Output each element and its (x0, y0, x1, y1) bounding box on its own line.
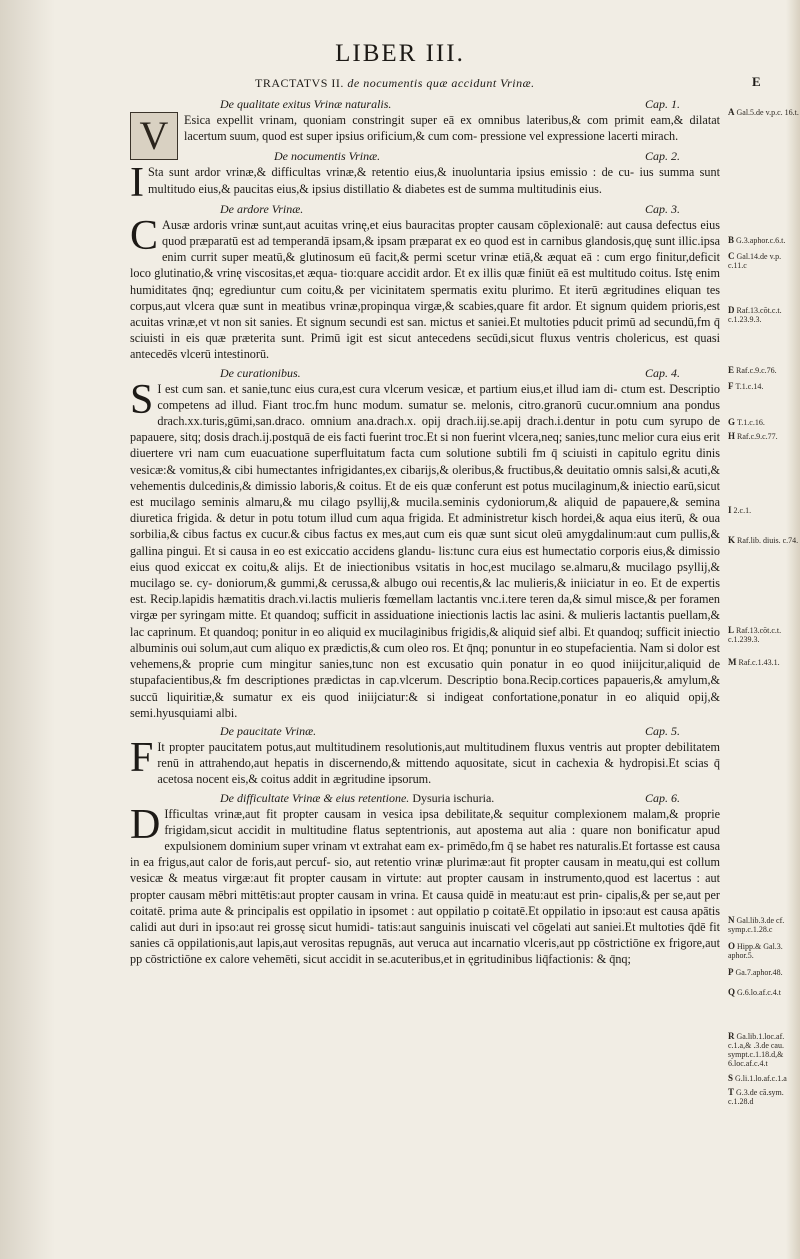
margin-note-letter: M (728, 657, 737, 667)
margin-note-text: 2.c.1. (733, 506, 752, 515)
chapter-heading (130, 96, 720, 112)
margin-note-letter: P (728, 967, 734, 977)
margin-note-text: Raf.13.cōt.c.t. c.1.23.9.3. (728, 306, 782, 324)
margin-note-text: Raf.c.9.c.77. (737, 432, 778, 441)
chapter-text: Ausæ ardoris vrinæ sunt,aut acuitas vrinę,et eius bauracitas propter causam cōplexionalē: aut causa defectus eius quod præparatū est ad temperandā ipsam,& ipsam præparat ex eo quod est in carnibus glandosis,quę sunt illic.ipsa enim currit super meatū,& glutinosum eū facit,& permi scetur vrinæ etiā,& æquat eā : cum ergo finitur,deficit loco glutinatio,& vrinę viscositas,et æqua- tio:quare accidit ardor. Et ex illis quæ finiūt eā est multitudo coitus. Istę enim humiditates q̄nq; egrediuntur cum coitu,& per vicinitatem spermatis exitu plurimo. Et iterū ægritudines eliquan tes corpus,aut vlcera quæ sunt in meatibus vrinæ,propinqua virgæ,& scabies,quare fit ardor. Et signum quidem prioris,est acuitas vrinæ,et vt non sit sanies. Et signum secundi est san. mictus et saniei.Et multoties pducit primū ad secundū,fm q̄ sciuisti in eis quæ præterita sunt. Primū igit est sicut antecedens secūdi,sicut fluxus ventris cholericus, est quasi antecedēs vlcerū intestinorū. (130, 217, 720, 362)
margin-note (728, 536, 800, 545)
margin-note-text: G.3.de cā.sym. c.1.28.d (728, 1088, 784, 1106)
margin-note-letter: H (728, 431, 736, 441)
margin-note-letter: A (728, 107, 735, 117)
chapter-number: Cap. 6. (644, 790, 680, 805)
chapter-title-group (220, 790, 494, 806)
margin-note-text: Raf.c.9.c.76. (736, 366, 777, 375)
margin-note (728, 1074, 800, 1083)
margin-note-letter: O (728, 941, 736, 951)
margin-note-text: G.6.lo.af.c.4.t (737, 988, 782, 997)
drop-initial: D (130, 801, 161, 848)
margin-note (728, 942, 800, 960)
chapter-text: Ifficultas vrinæ,aut fit propter causam in vesica ipsa debilitate,& sequitur complexionem malam,& proprie frigidam,sicut accidit in multitudine flatus septentrionis, aut apostema aut alia : quare non bonificatur apud expulsionem dominium super vrinam vt extrahat eam ex- primēdo,fm q̄ se habet res naturalis.Et fortasse est causa in ea frigus,aut calor de foris,aut percuf- sio, aut retentio vrinæ plurimæ:aut fit propter causam in meatu,qui est collum vesicæ & meatus virgæ:aut fit propter causam in virtute: aut propter causam in instrumento,quod est lacertus : aut propter causam mēbri mittētis:aut propter causam in vrina. Et causa quidē in meatu:aut est prin- cipalis,& per se,aut per coitatē. prima aute & principalis est oppilatio in ipsomet : aut oppilatio p coitatē.Et oppilatio in ipso:aut est causa apātis calidi aut duri in ipso:aut rei grossę sicut humidi- tatis:aut sanguinis inuiscati vel cōgelati aut saniei.Et multoties q̄dē fit sanies cā oppilationis,aut lapis,aut verositas repugnās, aut veruca aut incarnatio vlceris,aut pp cōstrictiōne ex frigore,aut pp cōstrictiōne ex calore vehemēti, sicut accidit in se.acuteribus,et in ęgritudinibus liq̄factionis: & q̄nq; (130, 806, 720, 967)
chapter-title-extra: Dysuria ischuria. (412, 790, 495, 805)
margin-note-letter: B (728, 235, 735, 245)
margin-note (728, 626, 800, 644)
chapter-4 (130, 365, 720, 721)
chapter-number: Cap. 4. (644, 365, 680, 380)
tractatus-heading (255, 76, 535, 91)
drop-initial: I (130, 160, 144, 207)
margin-note-text: Raf.c.1.43.1. (738, 658, 780, 667)
chapter-title: De difficultate Vrinæ & eius retentione. (220, 790, 410, 805)
chapter-title: De paucitate Vrinæ. (220, 723, 317, 738)
margin-note-text: T.1.c.14. (735, 382, 764, 391)
drop-initial: F (130, 734, 154, 781)
margin-note (728, 252, 800, 270)
page-left-edge-shadow (0, 0, 55, 1259)
margin-note-text: Ga.7.aphor.48. (735, 968, 783, 977)
decorated-initial-letter: V (139, 113, 169, 158)
margin-note (728, 968, 800, 977)
margin-note (728, 366, 800, 375)
tractatus-label: TRACTATVS II. (255, 76, 344, 90)
chapter-2 (130, 148, 720, 207)
margin-note (728, 306, 800, 324)
margin-note (728, 108, 800, 117)
margin-note-letter: T (728, 1087, 735, 1097)
chapter-title: De ardore Vrinæ. (220, 201, 304, 216)
margin-note-letter: E (728, 365, 735, 375)
margin-note (728, 1088, 800, 1106)
margin-note-letter: Q (728, 987, 736, 997)
margin-note-text: Hipp.& Gal.3. aphor.5. (728, 942, 783, 960)
tractatus-subtitle: de nocumentis quæ accidunt Vrinæ. (347, 76, 535, 90)
chapter-text: I est cum san. et sanie,tunc eius cura,est cura vlcerum vesicæ, et partium eius,et illud iam di- ctum est. Descriptio competens ad illud. Fiant troc.fm hunc modum. sumatur se. melonis, citro.granorū cucur.omnium ana pondus drach.xx.turis,gūmi,san.draco. omnium ana.drach.x. opij drach.iij.se.apij drach.i.dentur in potu cum syrupo de papauere, sitq; dosis drach.ij.postquā de eis facti fuerint troc.Et si non fuerint vlcera,neq; sanies,tunc melior cura eius erit diuertere vri nam cum euacuatione superfluitatum facta cum solutione subtili fm q̄ sciuisti in capitulo egritu dinis vesicæ:& vomitus,& cibi humectantes infrigidantes,ex cibarijs,& oleribus,& fructibus,& deuitatio omnis salsi,& acuti,& vehementis dulcedinis,& dimissio laboris,& coitus. Et de eis quæ conferunt est potus mucilaginum,& iniectio earū,sicut est mucilago seminis almaru,& mu cilago psyllij,& mucila.seminis cydoniorum,& aliquid de papauere,& semina diuretica frigida. & detur in potu totum illud cum aqua frigida. Et administretur kisch hordei,& aqua eius iterū, & oua sorbilia,& cibus factus ex cucur.& cibus factus ex mes,aut cum eis quæ sunt sicut oleū amygdalinum:aut cum pullis,& gallina pingui. Et si causa in eo est exiccatio accidens glandu- lis:tunc cura eius est humectatio corporis eius,& dimissio eius quod exiccat ex coitu,& alijs. Et de iniectionibus vsitatis in hoc,est mucilago se.almaru,& mucilago psyllij,& mucilago se. cy- doniorum,& gummi,& cerussa,& albugo oui recentis,& lac mulieris,& iniiciatur in eo. Et de expertis est. Recip.lapidis hæmatitis drach.vi.lactis mulieris fœmellam lactantis vnc.i.tere teren da,& simul misce,& per foramen virgæ per syringam mitte. Et quandoq; sufficit in assiduatione iniectionis lactis lac asini. & mulieris lactantis puellam,& lac caprinum. Et quandoq; ponitur in eo aliquid ex mucilaginibus frigidis,& aliquid sief albi. Et quandoq; sufficit iniectio albuminis oui solum,aut cum aliquo ex prædictis,& cum oleo ros. Et q̄nq; ponuntur in eo stupefacientia. Nam si dolor est vehemens,& proprie cum mingitur sanies,tunc non est excusatio quin ponatur in eo quod iniijcitur,aliquid de stupafacientibus,& fm descriptiones prædictas in cap.vlcerum. Descriptio bona.Recip.cortices papaueris,& amylum,& succū liquiritiæ,& sumatur ex eis quod iniijciatur:& si indigeat confortatione,ponatur in eo aliquid opij,& semi.hyusquiami albi. (130, 381, 720, 720)
margin-note-text: Gal.lib.3.de cf. symp.c.1.28.c (728, 916, 785, 934)
margin-note-text: Gal.5.de v.p.c. 16.t. (736, 108, 799, 117)
margin-note (728, 658, 800, 667)
margin-note-text: Ga.lib.1.loc.af. c.1.a,& .3.de cau. sympt.c.1.18.d,& 6.loc.af.c.4.t (728, 1032, 785, 1068)
chapter-number: Cap. 2. (644, 149, 680, 164)
margin-note-letter: L (728, 625, 735, 635)
margin-note (728, 988, 800, 997)
chapter-6 (130, 790, 720, 968)
chapter-heading (130, 365, 720, 381)
main-text-column (130, 96, 720, 968)
margin-note-text: Raf.13.cōt.c.t. c.1.239.3. (728, 626, 782, 644)
chapter-title: De curationibus. (220, 365, 301, 380)
chapter-number: Cap. 1. (644, 97, 680, 111)
margin-note-letter: D (728, 305, 735, 315)
margin-note (728, 418, 800, 427)
chapter-number: Cap. 5. (644, 723, 680, 738)
margin-note-letter: I (728, 505, 732, 515)
chapter-heading (130, 201, 720, 217)
margin-note (728, 382, 800, 391)
page-title: LIBER III. (335, 40, 465, 67)
chapter-number: Cap. 3. (644, 201, 680, 216)
drop-initial: S (130, 376, 154, 423)
chapter-heading (130, 723, 720, 739)
tractatus-marker: E (752, 74, 761, 89)
chapter-3 (130, 201, 720, 363)
margin-note (728, 236, 800, 245)
margin-note (728, 506, 800, 515)
chapter-5 (130, 723, 720, 788)
margin-note-letter: S (728, 1073, 734, 1083)
drop-initial: C (130, 212, 159, 259)
chapter-heading (130, 790, 720, 806)
margin-note-letter: N (728, 915, 735, 925)
margin-note-letter: R (728, 1031, 735, 1041)
margin-note-letter: C (728, 251, 735, 261)
chapter-title: De qualitate exitus Vrinæ naturalis. (220, 97, 392, 111)
margin-note-text: Raf.lib. diuis. c.74. (737, 536, 799, 545)
chapter-title: De nocumentis Vrinæ. (274, 149, 381, 164)
margin-note-letter: G (728, 417, 736, 427)
margin-note-text: G.li.1.lo.af.c.1.a (735, 1074, 787, 1083)
chapter-text: Esica expellit vrinam, quoniam constringit super eā ex omnibus lateribus,& com primit eam,& dilatat lacertum suum, quod est super ipsius orificium,& cum com- pressione vel expressione lacerti mirach. (184, 113, 720, 144)
chapter-heading (184, 148, 720, 164)
margin-note-letter: K (728, 535, 736, 545)
margin-note (728, 916, 800, 934)
chapter-text: Sta sunt ardor vrinæ,& difficultas vrinæ,& retentio eius,& inuoluntaria ipsius emissio : de cu- ius summa sunt multitudo eius,& paucitas eius,& ipsius distillatio & diabetes est de summa multitudinis eius. (148, 165, 720, 196)
decorated-initial (130, 112, 178, 160)
margin-note (728, 1032, 800, 1068)
chapter-text: It propter paucitatem potus,aut multitudinem resolutionis,aut multitudinem fluxus ventris aut propter debilitatem renū in attrahendo,aut hepatis in discernendo,& mittendo aquositate, sicut in cachexia & hydropisi.Et scias q̄ acetosa nocent eis,& coitus addit in ægritudine ipsorum. (157, 739, 720, 787)
margin-note (728, 432, 800, 441)
margin-note-text: G.3.aphor.c.6.t. (736, 236, 786, 245)
margin-note-text: T.1.c.16. (737, 418, 765, 427)
margin-note-letter: F (728, 381, 734, 391)
margin-note-text: Gal.14.de v.p. c.11.c (728, 252, 782, 270)
